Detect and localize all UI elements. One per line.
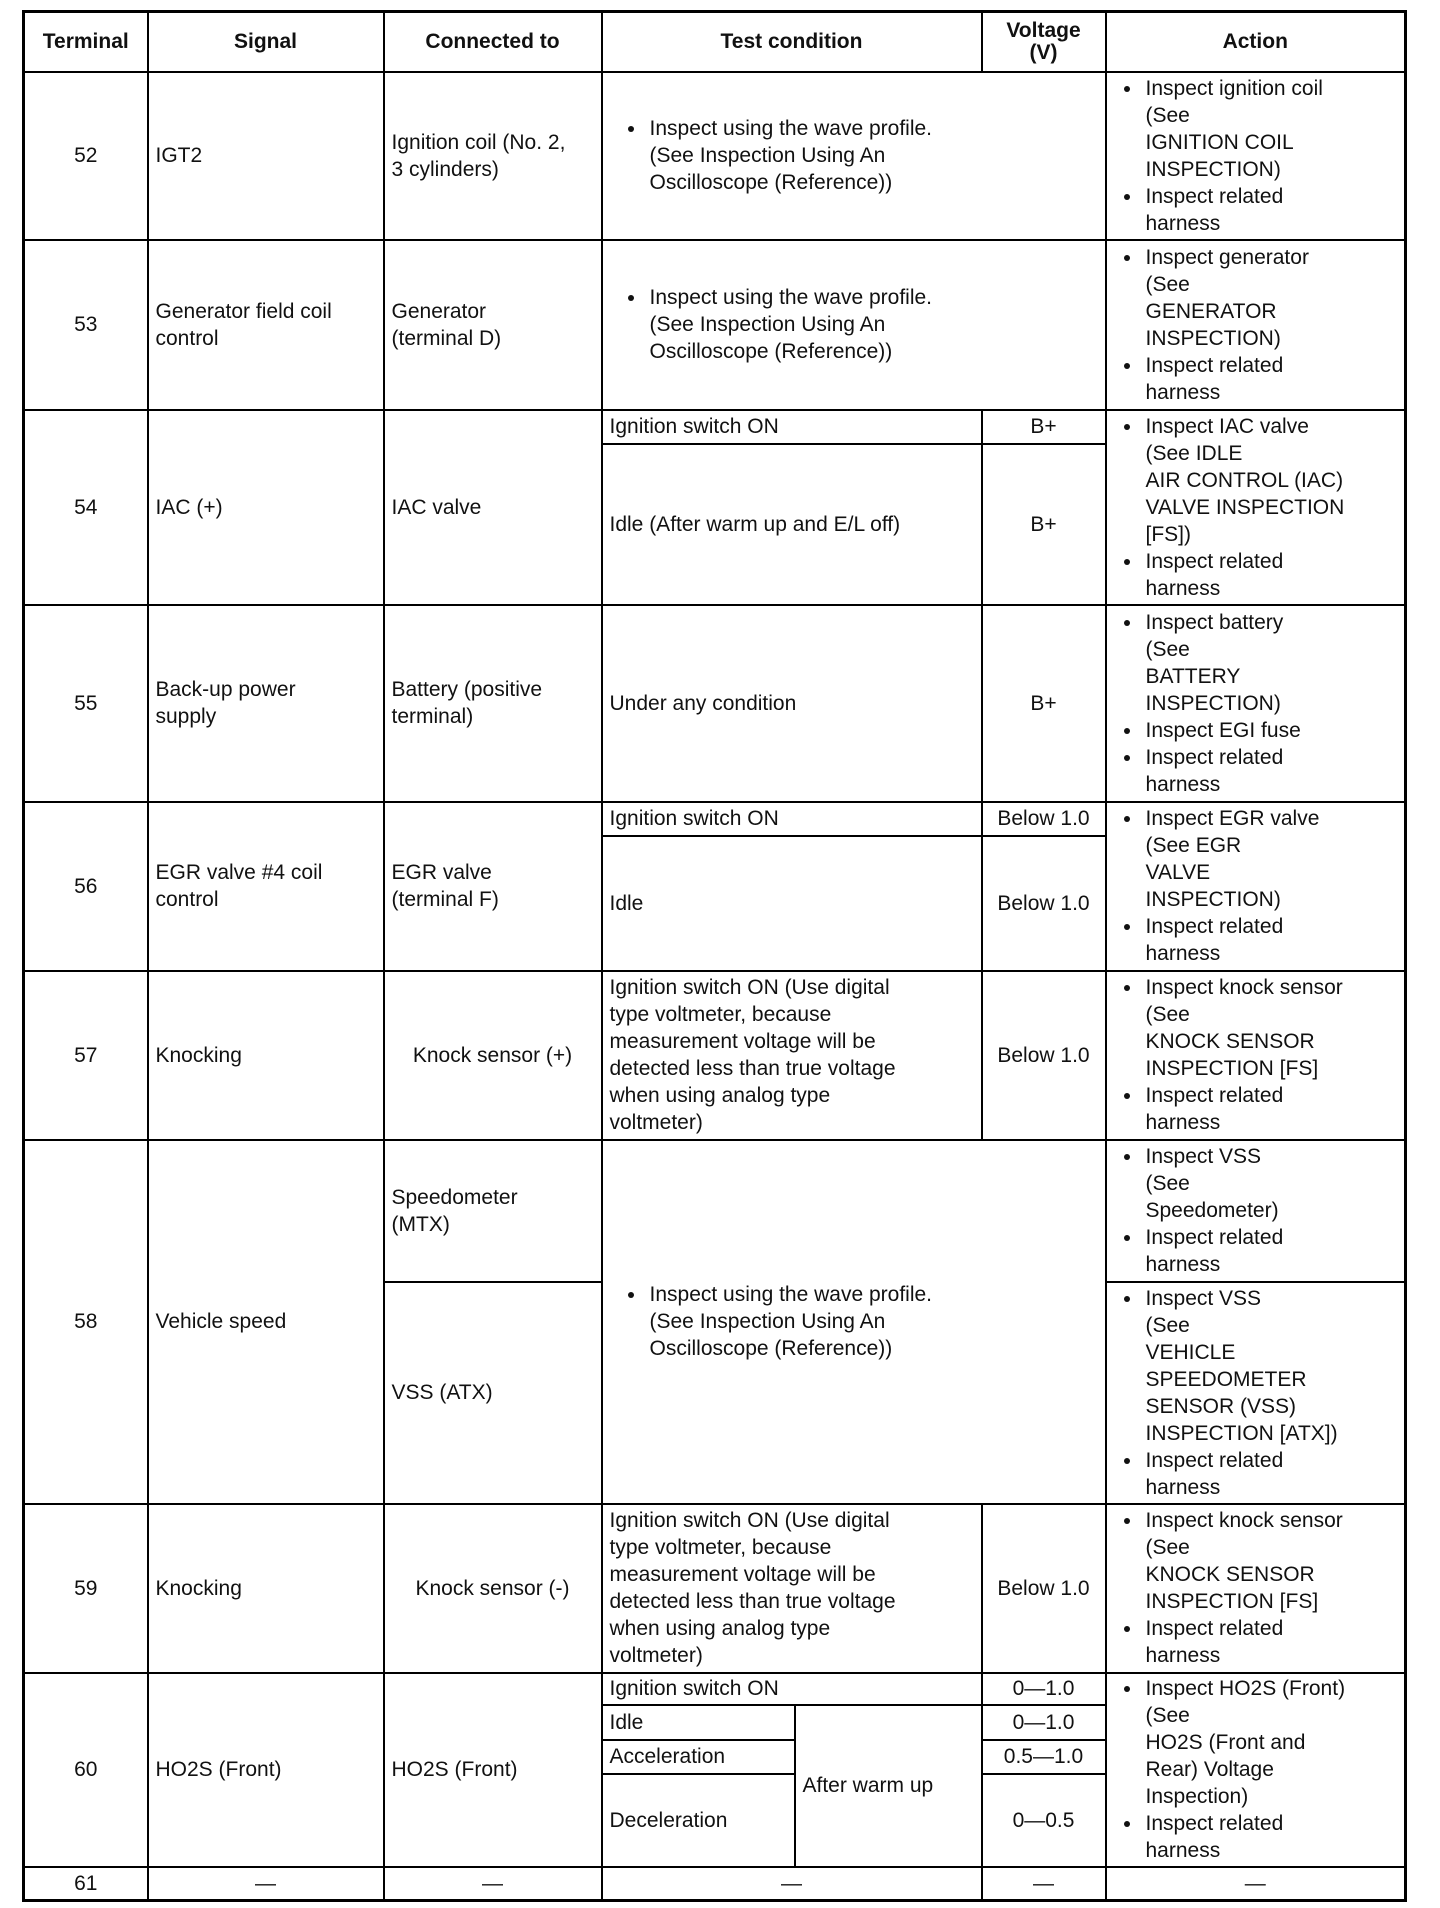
terminal: 60 (24, 1673, 148, 1867)
action (1106, 971, 1406, 1140)
connected-to: Knock sensor (+) (384, 971, 602, 1140)
voltage: 0.5—1.0 (982, 1740, 1106, 1774)
test-condition: Ignition switch ON (Use digital type voltmeter, because measurement voltage will be detected less than true voltage when using analog type voltmeter) (602, 1504, 982, 1673)
connected-to: Ignition coil (No. 2, 3 cylinders) (384, 72, 602, 240)
connected-to: — (384, 1867, 602, 1901)
test-condition: Acceleration (602, 1740, 795, 1774)
test-condition: Ignition switch ON (602, 410, 982, 444)
bullet-item: Inspect related harness (1146, 913, 1398, 967)
connected-to: EGR valve (terminal F) (384, 802, 602, 971)
signal: HO2S (Front) (148, 1673, 384, 1867)
table-row (24, 605, 1406, 802)
bullet-item: Inspect related harness (1146, 1082, 1398, 1136)
bullet-item: Inspect related harness (1146, 744, 1398, 798)
table-row (24, 240, 1406, 410)
action (1106, 1140, 1406, 1282)
action (1106, 802, 1406, 971)
signal: Back-up power supply (148, 605, 384, 802)
bullet-item: Inspect related harness (1146, 1615, 1398, 1669)
test-condition-qualifier: After warm up (795, 1705, 982, 1867)
bullet-item: Inspect using the wave profile. (See Inspection Using An Oscilloscope (Reference)) (650, 1281, 1098, 1362)
bullet-item: Inspect VSS (See Speedometer) (1146, 1143, 1398, 1224)
action (1106, 605, 1406, 802)
terminal-table (22, 10, 1407, 1902)
voltage: Below 1.0 (982, 971, 1106, 1140)
bullet-item: Inspect related harness (1146, 1447, 1398, 1501)
bullet-item: Inspect ignition coil (See IGNITION COIL INSPECTION) (1146, 75, 1398, 183)
table-row (24, 72, 1406, 240)
signal: IGT2 (148, 72, 384, 240)
test-condition: Ignition switch ON (602, 1673, 982, 1705)
header-action: Action (1106, 12, 1406, 72)
table-row (24, 1504, 1406, 1673)
signal: Knocking (148, 971, 384, 1140)
header-signal: Signal (148, 12, 384, 72)
bullet-item: Inspect knock sensor (See KNOCK SENSOR INSPECTION [FS] (1146, 1507, 1398, 1615)
terminal: 52 (24, 72, 148, 240)
bullet-item: Inspect related harness (1146, 183, 1398, 237)
bullet-item: Inspect knock sensor (See KNOCK SENSOR INSPECTION [FS] (1146, 974, 1398, 1082)
test-condition: Idle (602, 836, 982, 971)
action (1106, 240, 1406, 410)
signal: Generator field coil control (148, 240, 384, 410)
terminal: 54 (24, 410, 148, 605)
voltage: — (982, 1867, 1106, 1901)
bullet-item: Inspect EGI fuse (1146, 717, 1398, 744)
terminal: 58 (24, 1140, 148, 1504)
voltage: Below 1.0 (982, 802, 1106, 836)
bullet-item: Inspect related harness (1146, 1810, 1398, 1864)
action (1106, 1504, 1406, 1673)
header-terminal: Terminal (24, 12, 148, 72)
terminal: 53 (24, 240, 148, 410)
signal: Knocking (148, 1504, 384, 1673)
bullet-item: Inspect EGR valve (See EGR VALVE INSPECTION) (1146, 805, 1398, 913)
signal: IAC (+) (148, 410, 384, 605)
connected-to: VSS (ATX) (384, 1282, 602, 1504)
voltage: 0—1.0 (982, 1673, 1106, 1705)
action (1106, 1673, 1406, 1867)
connected-to: Knock sensor (-) (384, 1504, 602, 1673)
table-row (24, 410, 1406, 444)
connected-to: IAC valve (384, 410, 602, 605)
table-row (24, 1867, 1406, 1901)
voltage: B+ (982, 444, 1106, 605)
test-condition: Idle (602, 1705, 795, 1740)
bullet-item: Inspect HO2S (Front) (See HO2S (Front and Rear) Voltage Inspection) (1146, 1675, 1398, 1810)
voltage: B+ (982, 410, 1106, 444)
test-condition: Idle (After warm up and E/L off) (602, 444, 982, 605)
test-condition (602, 1140, 1106, 1504)
connected-to: Battery (positive terminal) (384, 605, 602, 802)
bullet-item: Inspect battery (See BATTERY INSPECTION) (1146, 609, 1398, 717)
voltage: B+ (982, 605, 1106, 802)
header-voltage: Voltage (V) (982, 12, 1106, 72)
signal: EGR valve #4 coil control (148, 802, 384, 971)
terminal: 56 (24, 802, 148, 971)
test-condition: — (602, 1867, 982, 1901)
header-test-condition: Test condition (602, 12, 982, 72)
test-condition: Under any condition (602, 605, 982, 802)
test-condition (602, 240, 1106, 410)
signal: Vehicle speed (148, 1140, 384, 1504)
action (1106, 72, 1406, 240)
bullet-item: Inspect using the wave profile. (See Inspection Using An Oscilloscope (Reference)) (650, 284, 1098, 365)
connected-to: Speedometer (MTX) (384, 1140, 602, 1282)
table-row (24, 802, 1406, 836)
action (1106, 410, 1406, 605)
voltage: Below 1.0 (982, 836, 1106, 971)
terminal: 57 (24, 971, 148, 1140)
bullet-item: Inspect related harness (1146, 352, 1398, 406)
connected-to: Generator (terminal D) (384, 240, 602, 410)
voltage: Below 1.0 (982, 1504, 1106, 1673)
header-row (24, 12, 1406, 72)
test-condition (602, 72, 1106, 240)
action (1106, 1282, 1406, 1504)
bullet-item: Inspect VSS (See VEHICLE SPEEDOMETER SENSOR (VSS) INSPECTION [ATX]) (1146, 1285, 1398, 1447)
voltage: 0—1.0 (982, 1705, 1106, 1740)
voltage: 0—0.5 (982, 1774, 1106, 1867)
terminal: 61 (24, 1867, 148, 1901)
bullet-item: Inspect using the wave profile. (See Inspection Using An Oscilloscope (Reference)) (650, 115, 1098, 196)
header-connected-to: Connected to (384, 12, 602, 72)
table-row (24, 1140, 1406, 1282)
table-row (24, 1673, 1406, 1705)
test-condition: Ignition switch ON (602, 802, 982, 836)
bullet-item: Inspect related harness (1146, 1224, 1398, 1278)
test-condition: Deceleration (602, 1774, 795, 1867)
bullet-item: Inspect IAC valve (See IDLE AIR CONTROL (IAC) VALVE INSPECTION [FS]) (1146, 413, 1398, 548)
test-condition: Ignition switch ON (Use digital type voltmeter, because measurement voltage will be detected less than true voltage when using analog type voltmeter) (602, 971, 982, 1140)
action: — (1106, 1867, 1406, 1901)
terminal: 59 (24, 1504, 148, 1673)
bullet-item: Inspect related harness (1146, 548, 1398, 602)
connected-to: HO2S (Front) (384, 1673, 602, 1867)
table-row (24, 971, 1406, 1140)
signal: — (148, 1867, 384, 1901)
terminal: 55 (24, 605, 148, 802)
bullet-item: Inspect generator (See GENERATOR INSPECTION) (1146, 244, 1398, 352)
